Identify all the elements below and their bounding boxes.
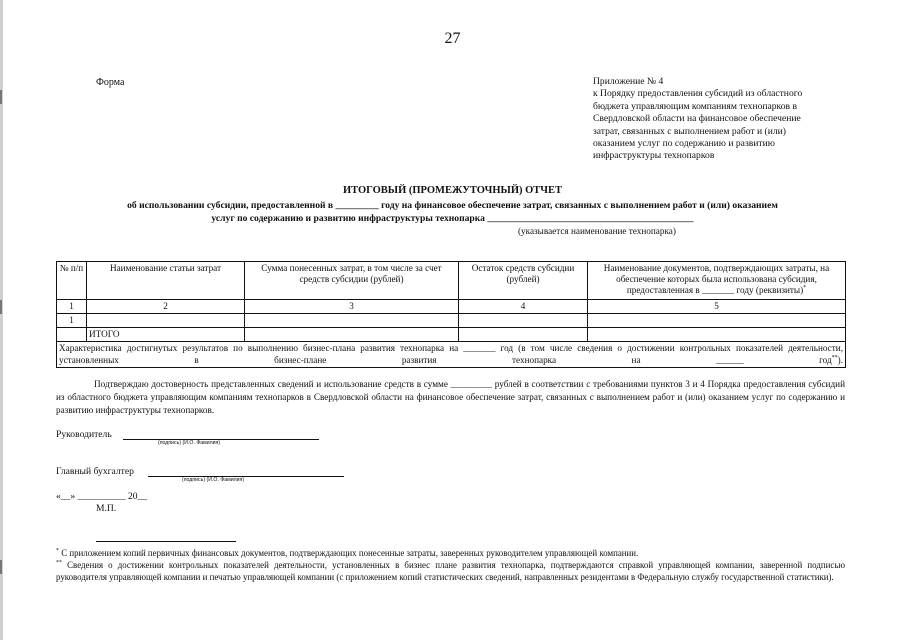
table-cell bbox=[57, 328, 87, 342]
column-number: 5 bbox=[588, 300, 846, 314]
column-number: 3 bbox=[245, 300, 459, 314]
footnote-mark: ** bbox=[831, 354, 838, 361]
accountant-signature-label: Главный бухгалтер bbox=[56, 466, 134, 477]
report-subtitle-line: об использовании субсидии, предоставленной в _________ году на финансовое обеспечение затрат, связанных с выполнением работ и (или) оказанием bbox=[127, 200, 778, 211]
expenses-table bbox=[56, 261, 846, 368]
annex-line: бюджета управляющим компаниям технопарков в bbox=[593, 100, 797, 112]
scan-mark bbox=[0, 560, 2, 574]
footnote-separator bbox=[96, 541, 236, 542]
head-signature-label: Руководитель bbox=[56, 429, 112, 440]
annex-line: Приложение № 4 bbox=[593, 76, 664, 87]
confirmation-paragraph bbox=[56, 378, 845, 416]
characteristics-cell[interactable] bbox=[57, 342, 846, 368]
scan-mark bbox=[0, 90, 2, 104]
total-label: ИТОГО bbox=[87, 328, 245, 342]
table-cell[interactable] bbox=[459, 314, 588, 328]
accountant-signature-hint: (подпись) (И.О. Фамилия) bbox=[182, 477, 245, 483]
stamp-place: М.П. bbox=[96, 503, 117, 514]
footnote-mark: * bbox=[56, 548, 59, 555]
column-number: 4 bbox=[459, 300, 588, 314]
column-number: 1 bbox=[57, 300, 87, 314]
table-cell[interactable] bbox=[588, 328, 846, 342]
annex-line: инфраструктуры технопарков bbox=[593, 150, 715, 162]
annex-line: Свердловской области на финансовое обеспечение bbox=[593, 113, 801, 125]
head-signature-line[interactable] bbox=[123, 439, 319, 440]
technopark-name-hint: (указывается наименование технопарка) bbox=[518, 226, 676, 236]
table-row bbox=[57, 314, 846, 328]
head-signature-hint: (подпись) (И.О. Фамилия) bbox=[158, 440, 221, 446]
footnote-text: Сведения о достижении контрольных показателей деятельности, установленных в бизнес плане развития технопарка, подтверждаются справкой управляющей компании, заверенной подписью руководителя управляющей компании и печатью управляющей компании (с приложением копий статистических сведений, направленных резидентами в Федеральную службу государственной статистики). bbox=[56, 560, 845, 582]
signature-date: «__» __________ 20__ bbox=[56, 491, 148, 502]
footnote-mark: * bbox=[803, 284, 807, 291]
footnote-text: С приложением копий первичных финансовых документов, подтверждающих понесенные затраты, заверенных руководителем управляющей компании. bbox=[59, 548, 639, 558]
table-header-row bbox=[57, 262, 846, 300]
report-subtitle-line: услуг по содержанию и развитию инфраструктуры технопарка ___________________________________________ bbox=[211, 212, 694, 224]
table-cell[interactable] bbox=[245, 328, 459, 342]
header-cell-number: № п/п bbox=[57, 262, 87, 300]
column-numbers-row bbox=[57, 300, 846, 314]
header-cell-cost-item: Наименование статьи затрат bbox=[87, 262, 245, 300]
annex-line: к Порядку предоставления субсидий из областного bbox=[593, 88, 803, 100]
table-cell[interactable] bbox=[245, 314, 459, 328]
form-label: Форма bbox=[96, 77, 125, 88]
header-cell-documents bbox=[588, 262, 846, 300]
annex-line: затрат, связанных с выполнением работ и (или) bbox=[593, 125, 787, 137]
confirmation-text: Подтверждаю достоверность представленных сведений и использование средств в сумме _________ рублей в соответствии с требованиями пунктов 3 и 4 Порядка предоставления субсидий из областного бюджета управляющим компаниям технопарков в Свердловской области на финансовое обеспечение затрат, связанных с выполнением работ и (или) оказанием услуг по содержанию и развитию инфраструктуры технопарков. bbox=[56, 379, 845, 415]
header-cell-documents-text: Наименование документов, подтверждающих затраты, на обеспечение которых была использована субсидия, предоставленная в _______ году (реквизиты) bbox=[603, 263, 830, 295]
characteristics-text: Характеристика достигнутых результатов по выполнению бизнес-плана развития технопарка на _______ год (в том числе сведения о достижении контрольных показателей деятельности, установленных в бизнес-плане развития технопарка на ______ год bbox=[59, 343, 843, 365]
characteristics-end: ). bbox=[837, 354, 843, 365]
footnote-1 bbox=[56, 548, 845, 560]
column-number: 2 bbox=[87, 300, 245, 314]
accountant-signature-line[interactable] bbox=[148, 476, 344, 477]
report-subtitle bbox=[0, 200, 905, 225]
row-number: 1 bbox=[57, 314, 87, 328]
scan-mark bbox=[0, 300, 2, 314]
report-title: ИТОГОВЫЙ (ПРОМЕЖУТОЧНЫЙ) ОТЧЕТ bbox=[342, 185, 563, 196]
annex-line: оказанием услуг по содержанию и развитию bbox=[593, 138, 775, 150]
table-cell[interactable] bbox=[588, 314, 846, 328]
footnote-2 bbox=[56, 560, 845, 583]
footnote-mark: ** bbox=[56, 560, 62, 567]
page-number: 27 bbox=[444, 30, 461, 47]
table-cell[interactable] bbox=[459, 328, 588, 342]
header-cell-expenses-sum: Сумма понесенных затрат, в том числе за счет средств субсидии (рублей) bbox=[245, 262, 459, 300]
total-row bbox=[57, 328, 846, 342]
header-cell-subsidy-balance: Остаток средств субсидии (рублей) bbox=[459, 262, 588, 300]
characteristics-row bbox=[57, 342, 846, 368]
annex-block bbox=[593, 76, 802, 163]
table-cell[interactable] bbox=[87, 314, 245, 328]
